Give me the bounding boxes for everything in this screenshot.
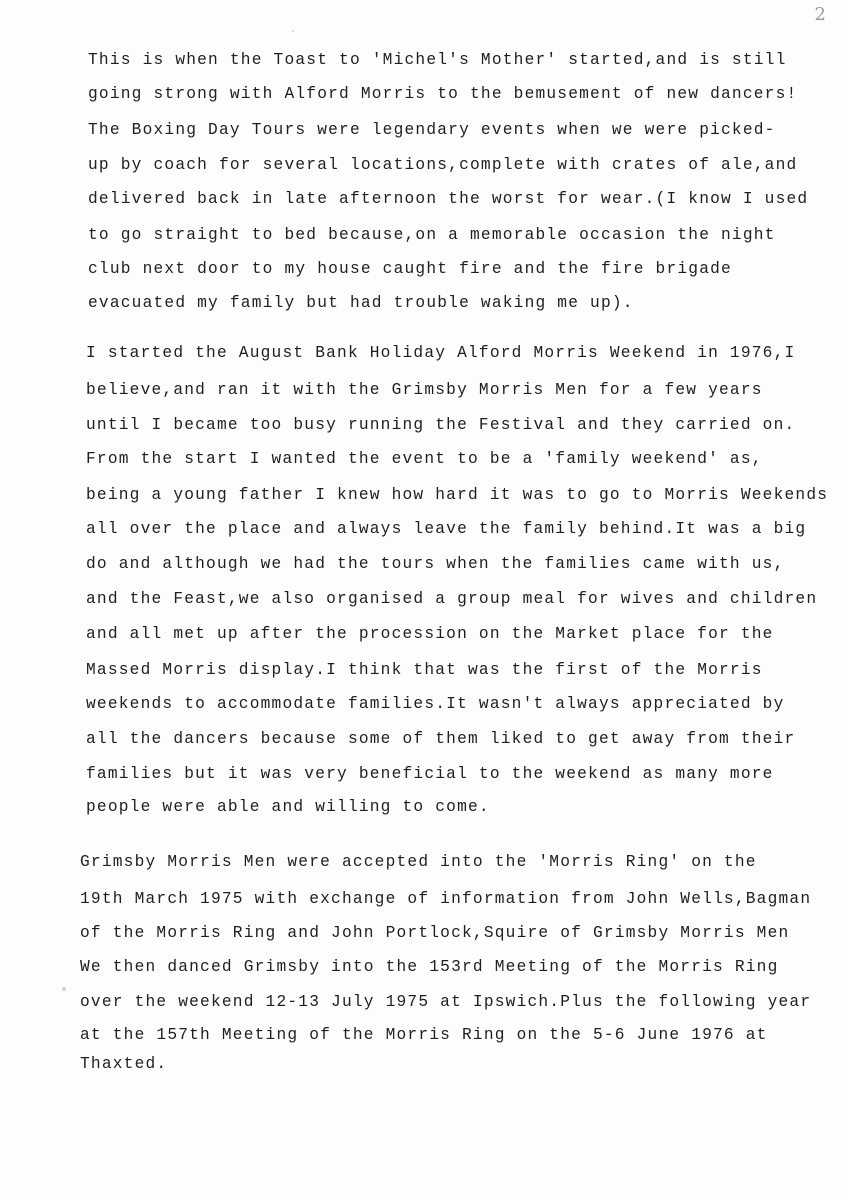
text-line: over the weekend 12-13 July 1975 at Ipswich.Plus the following year: [80, 993, 812, 1011]
text-line: Massed Morris display.I think that was the first of the Morris: [86, 661, 763, 679]
page-number: 2: [814, 4, 826, 25]
text-line: at the 157th Meeting of the Morris Ring on the 5-6 June 1976 at: [80, 1026, 768, 1044]
text-line: I started the August Bank Holiday Alford Morris Weekend in 1976,I: [86, 344, 796, 362]
text-line: to go straight to bed because,on a memorable occasion the night: [88, 226, 776, 244]
text-line: all the dancers because some of them liked to get away from their: [86, 730, 796, 748]
text-line: This is when the Toast to 'Michel's Mother' started,and is still: [88, 51, 787, 69]
text-line: families but it was very beneficial to the weekend as many more: [86, 765, 774, 783]
text-line: evacuated my family but had trouble waking me up).: [88, 294, 634, 312]
text-line: up by coach for several locations,complete with crates of ale,and: [88, 156, 798, 174]
text-line: and all met up after the procession on the Market place for the: [86, 625, 774, 643]
text-line: all over the place and always leave the family behind.It was a big: [86, 520, 807, 538]
text-line: being a young father I knew how hard it was to go to Morris Weekends: [86, 486, 829, 504]
text-line: and the Feast,we also organised a group meal for wives and children: [86, 590, 818, 608]
text-line: Grimsby Morris Men were accepted into the 'Morris Ring' on the: [80, 853, 757, 871]
text-line: people were able and willing to come.: [86, 798, 490, 816]
text-line: We then danced Grimsby into the 153rd Meeting of the Morris Ring: [80, 958, 779, 976]
text-line: going strong with Alford Morris to the bemusement of new dancers!: [88, 85, 798, 103]
scan-speck: [292, 30, 294, 32]
text-line: of the Morris Ring and John Portlock,Squire of Grimsby Morris Men: [80, 924, 790, 942]
text-line: The Boxing Day Tours were legendary events when we were picked-: [88, 121, 776, 139]
text-line: Thaxted.: [80, 1055, 168, 1073]
text-line: From the start I wanted the event to be a 'family weekend' as,: [86, 450, 763, 468]
text-line: until I became too busy running the Festival and they carried on.: [86, 416, 796, 434]
text-line: weekends to accommodate families.It wasn't always appreciated by: [86, 695, 785, 713]
scan-speck: [62, 987, 66, 991]
text-line: believe,and ran it with the Grimsby Morris Men for a few years: [86, 381, 763, 399]
text-line: club next door to my house caught fire and the fire brigade: [88, 260, 732, 278]
text-line: do and although we had the tours when the families came with us,: [86, 555, 785, 573]
text-line: 19th March 1975 with exchange of information from John Wells,Bagman: [80, 890, 812, 908]
text-line: delivered back in late afternoon the worst for wear.(I know I used: [88, 190, 809, 208]
